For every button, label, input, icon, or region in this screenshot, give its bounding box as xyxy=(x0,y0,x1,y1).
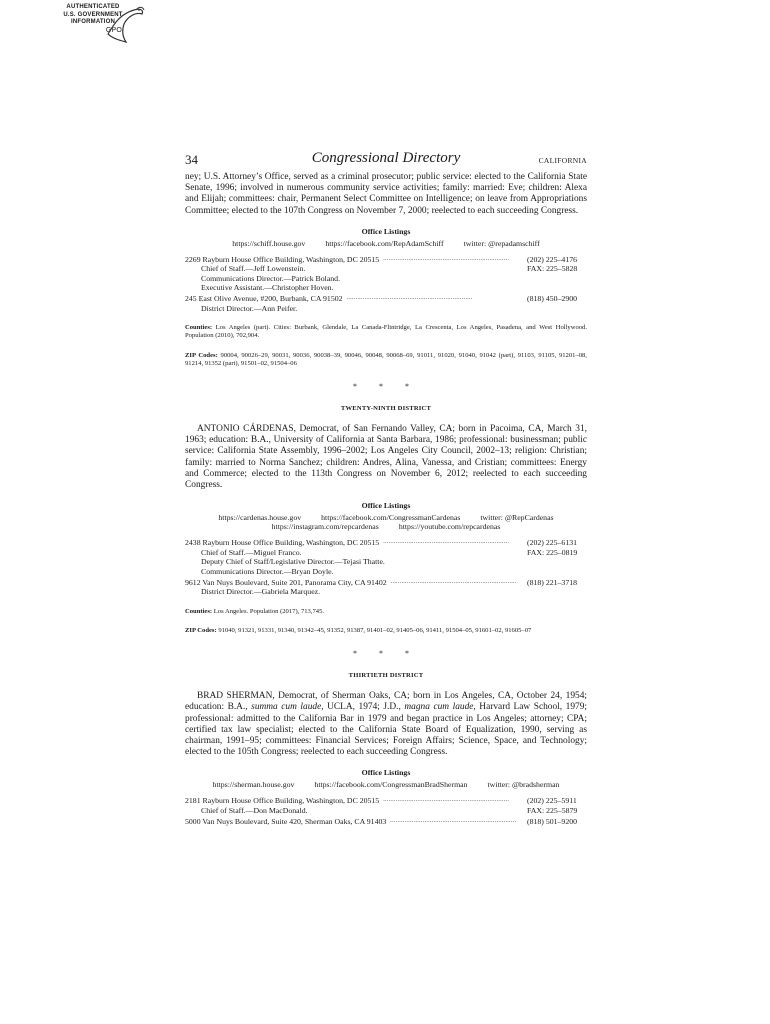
cardenas-counties xyxy=(185,608,587,616)
office-phone: (818) 501–9200 xyxy=(527,817,578,827)
schiff-facebook-link[interactable]: https://facebook.com/RepAdamSchiff xyxy=(325,238,444,248)
page-number: 34 xyxy=(185,152,198,167)
cardenas-district-heading: TWENTY-NINTH DISTRICT xyxy=(340,405,432,413)
sherman-bio xyxy=(185,691,587,758)
staff-entry: Deputy Chief of Staff/Legislative Director.—Tejasi Thatte. xyxy=(201,557,385,567)
schiff-office-listings-title: Office Listings xyxy=(361,226,411,236)
staff-entry: District Director.—Gabriela Marquez. xyxy=(201,587,321,597)
office-phone: (202) 225–5911 xyxy=(527,796,577,806)
sherman-office-listings-title: Office Listings xyxy=(361,768,411,778)
cardenas-twitter-link[interactable]: twitter: @RepCardenas xyxy=(480,513,554,523)
leader-dots xyxy=(383,253,523,264)
zip-text: 90004, 90026–29, 90031, 90036, 90038–39, 90046, 90048, 90068–69, 91011, 91020, 91040, 91042 (part), 91103, 91105, 91201–08, 91214, 91352 (part), 91501–02, 91504–06 xyxy=(185,351,587,367)
sherman-bio-part: , UCLA, 1974; J.D., xyxy=(321,702,405,713)
counties-label: Counties: xyxy=(185,324,213,332)
sherman-district-heading: THIRTIETH DISTRICT xyxy=(348,672,424,680)
schiff-bio-continued: ney; U.S. Attorney’s Office, served as a criminal prosecutor; public service: elected to the California State Senate, 1996; involved in numerous community service activities; family: married: Eve; children: Alexa and Elijah; committees: chair, Permanent Select Committee on Intelligence; on leave from Appropriations Committee; elected to the 107th Congress on November 7, 2000; reelected to each succeeding Congress. xyxy=(185,172,587,216)
zip-text: 91040, 91321, 91331, 91340, 91342–45, 91352, 91387, 91401–02, 91405–06, 91411, 91504–05, 91601–02, 91605–07 xyxy=(218,626,532,634)
address-row xyxy=(185,292,587,303)
office-phone: (818) 450–2900 xyxy=(527,294,578,304)
staff-row xyxy=(185,264,587,273)
logo-line-3: INFORMATION xyxy=(70,19,116,25)
office-address: 5000 Van Nuys Boulevard, Suite 420, Sherman Oaks, CA 91403 xyxy=(185,817,387,827)
schiff-website-link[interactable]: https://schiff.house.gov xyxy=(232,238,306,248)
sherman-twitter-link[interactable]: twitter: @bradsherman xyxy=(487,780,560,790)
address-row xyxy=(185,253,587,264)
counties-text: Los Angeles (part). Cities: Burbank, Glendale, La Canada-Flintridge, La Crescenta, Los Angeles, Pasadena, and West Hollywood. Population (2010), 702,904. xyxy=(185,324,587,340)
sherman-bio-part: BRAD SHERMAN, Democrat, of Sherman Oaks, CA; born in Los Angeles, CA, October 24, 1954; education: B.A., xyxy=(185,691,587,713)
staff-entry: Chief of Staff.—Miguel Franco. xyxy=(201,547,302,557)
counties-text: Los Angeles. Population (2017), 713,745. xyxy=(213,607,325,615)
sherman-website-link[interactable]: https://sherman.house.gov xyxy=(212,780,295,790)
leader-dots xyxy=(390,815,523,826)
schiff-zip-codes xyxy=(185,352,587,368)
counties-label: Counties: xyxy=(185,607,213,615)
cardenas-instagram-link[interactable]: https://instagram.com/repcardenas xyxy=(271,522,379,532)
cardenas-links xyxy=(185,513,587,522)
cardenas-website-link[interactable]: https://cardenas.house.gov xyxy=(218,513,302,523)
cardenas-office-addresses xyxy=(185,536,587,596)
sherman-bio-honor: summa cum laude xyxy=(251,702,322,713)
office-address: 2181 Rayburn House Office Building, Washington, DC 20515 xyxy=(185,796,380,806)
leader-dots xyxy=(383,536,523,547)
address-row xyxy=(185,815,587,826)
staff-entry: Chief of Staff.—Don MacDonald. xyxy=(201,805,308,815)
staff-row xyxy=(185,548,587,557)
office-fax: FAX: 225–5828 xyxy=(527,264,578,274)
zip-label: ZIP Codes: xyxy=(185,626,217,634)
section-separator: * * * xyxy=(353,382,419,392)
page-header xyxy=(185,150,587,172)
cardenas-youtube-link[interactable]: https://youtube.com/repcardenas xyxy=(398,522,501,532)
address-row xyxy=(185,536,587,547)
cardenas-links-2 xyxy=(185,522,587,531)
leader-dots xyxy=(383,794,523,805)
cardenas-facebook-link[interactable]: https://facebook.com/CongressmanCardenas xyxy=(321,513,461,523)
eagle-icon xyxy=(106,4,146,48)
address-row xyxy=(185,794,587,805)
office-address: 2438 Rayburn House Office Building, Washington, DC 20515 xyxy=(185,538,380,548)
staff-entry: Communications Director.—Bryan Doyle. xyxy=(201,566,334,576)
address-row xyxy=(185,576,587,587)
staff-entry: Communications Director.—Patrick Boland. xyxy=(201,273,341,283)
schiff-twitter-link[interactable]: twitter: @repadamschiff xyxy=(463,238,540,248)
sherman-office-addresses xyxy=(185,794,587,826)
office-address: 9612 Van Nuys Boulevard, Suite 201, Panorama City, CA 91402 xyxy=(185,577,387,587)
cardenas-zip-codes xyxy=(185,627,587,635)
sherman-facebook-link[interactable]: https://facebook.com/CongressmanBradSherman xyxy=(314,780,468,790)
sherman-bio-honor: magna cum laude xyxy=(404,702,474,713)
office-phone: (818) 221–3718 xyxy=(527,577,578,587)
sherman-links xyxy=(185,780,587,789)
logo-line-1: AUTHENTICATED xyxy=(66,4,120,10)
state-label: CALIFORNIA xyxy=(538,156,587,165)
schiff-office-addresses xyxy=(185,253,587,313)
directory-page xyxy=(185,150,587,827)
section-separator: * * * xyxy=(353,649,419,659)
cardenas-bio: ANTONIO CÁRDENAS, Democrat, of San Fernando Valley, CA; born in Pacoima, CA, March 31, 1963; education: B.A., University of California at Santa Barbara, 1986; professional: businessman; public service: California State Assembly, 1996–2002; Los Angeles City Council, 2002–13; religion: Christian; family: married to Norma Sanchez; children: Andres, Alina, Vanessa, and Cristian; committees: Energy and Commerce; elected to the 113th Congress on November 6, 2012; reelected to each succeeding Congress. xyxy=(185,424,587,491)
office-address: 245 East Olive Avenue, #200, Burbank, CA 91502 xyxy=(185,294,343,304)
schiff-counties xyxy=(185,324,587,340)
staff-entry: District Director.—Ann Peifer. xyxy=(201,303,298,313)
office-fax: FAX: 225–5879 xyxy=(527,805,578,815)
gpo-authentication-logo xyxy=(62,4,162,48)
office-fax: FAX: 225–0819 xyxy=(527,547,578,557)
sherman-bio-part: , Harvard Law School, 1979; professional: admitted to the California Bar in 1979 and began practice in Los Angeles; attorney; CPA; certified tax law specialist; elected to the California State Board of Equalization, 1990, serving as chairman, 1991–95; committees: Financial Services; Foreign Affairs; Science, Space, and Technology; elected to the 105th Congress; reelected to each succeeding Congress. xyxy=(185,702,587,758)
zip-label: ZIP Codes: xyxy=(185,351,218,359)
logo-mark: GPO xyxy=(105,26,122,34)
page-title: Congressional Directory xyxy=(311,150,461,166)
leader-dots xyxy=(347,292,523,303)
staff-entry: Chief of Staff.—Jeff Lowenstein. xyxy=(201,264,306,274)
cardenas-office-listings-title: Office Listings xyxy=(361,501,411,511)
office-phone: (202) 225–6131 xyxy=(527,538,578,548)
staff-row xyxy=(185,806,587,815)
staff-entry: Executive Assistant.—Christopher Hoven. xyxy=(201,283,334,293)
leader-dots xyxy=(391,576,523,587)
office-phone: (202) 225–4176 xyxy=(527,254,578,264)
logo-line-2: U.S. GOVERNMENT xyxy=(63,11,123,18)
office-address: 2269 Rayburn House Office Building, Washington, DC 20515 xyxy=(185,254,380,264)
schiff-links xyxy=(185,239,587,248)
